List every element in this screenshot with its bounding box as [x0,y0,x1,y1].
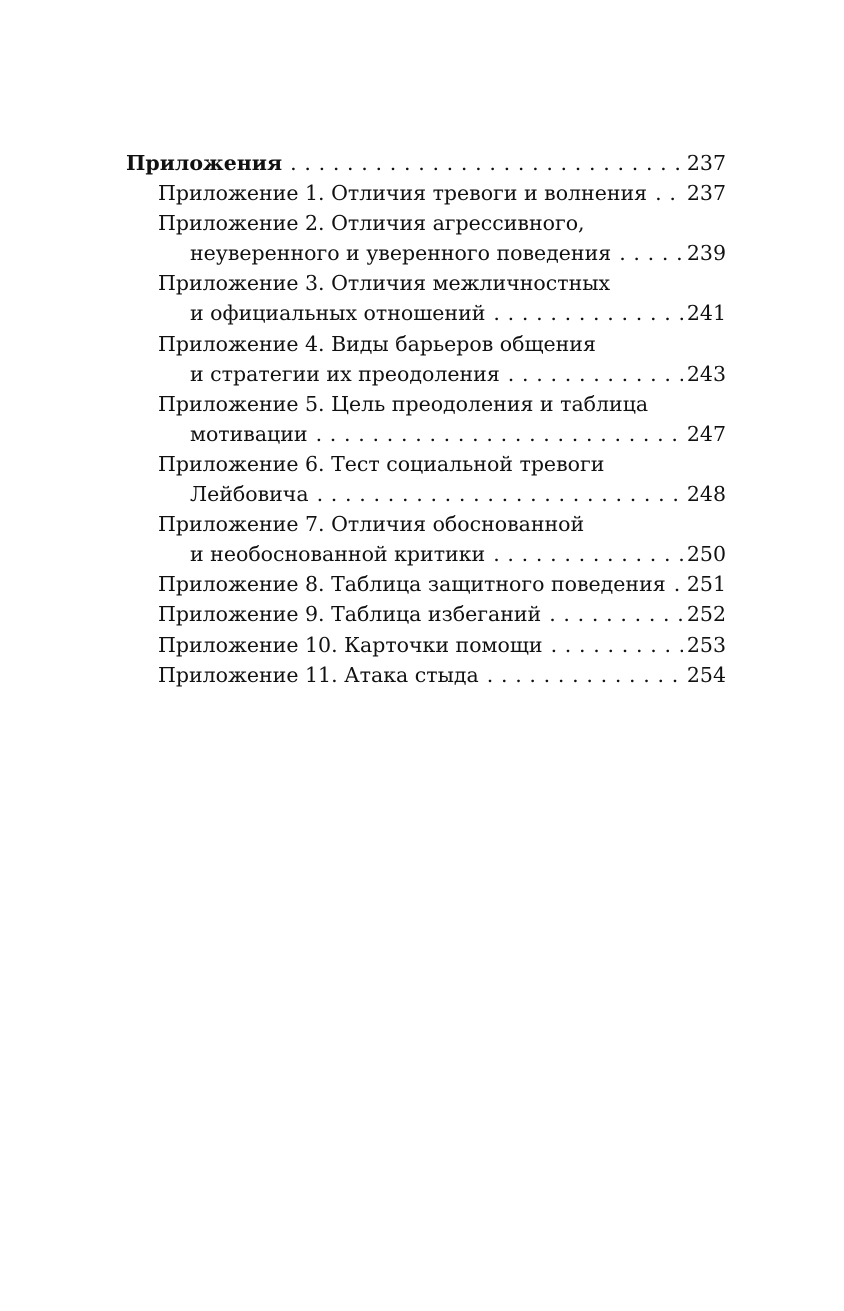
toc-entry [126,268,726,328]
dot-leader [493,298,682,328]
dot-leader [290,148,683,178]
dot-leader [674,569,683,599]
toc-entry [126,449,726,509]
toc-section-title: Приложения [126,151,283,175]
toc-entry-line [126,660,726,690]
toc-page-number: 252 [686,602,726,627]
toc-entry-line [126,298,726,328]
toc-entry-title-continued: и стратегии их преодоления [190,361,500,386]
toc-entry-line [126,599,726,629]
toc-entry-line [126,359,726,389]
toc-entry-title-continued: мотивации [190,421,308,446]
toc-entry-line [126,419,726,449]
toc-entry [126,509,726,569]
toc-entry-line [126,268,726,298]
toc-page-number: 247 [686,421,726,446]
toc-page-number: 241 [686,301,726,326]
toc-entry-line [126,208,726,238]
toc-entry-title: Приложение 8. Таблица защитного поведения [158,572,666,597]
toc-entry-title: Приложение 4. Виды барьеров общения [158,331,596,356]
toc-entry-title: Приложение 1. Отличия тревоги и волнения [158,181,648,206]
dot-leader [551,630,683,660]
toc-section-heading [126,148,726,178]
toc-entry-title-continued: и необоснованной критики [190,542,486,567]
toc-entry-title: Приложение 11. Атака стыда [158,662,479,687]
dot-leader [493,539,683,569]
toc-entry-line [126,569,726,599]
toc-page-number: 243 [686,361,726,386]
toc-page-number: 248 [686,482,726,507]
dot-leader [317,479,683,509]
toc-entry-title-continued: и официальных отношений [190,301,486,326]
toc-entry [126,599,726,629]
toc-page-number: 253 [686,632,726,657]
toc-entry-line [126,509,726,539]
toc-page-number: 237 [686,151,726,175]
toc-entry [126,630,726,660]
toc-entry [126,569,726,599]
toc-entry-title: Приложение 2. Отличия агрессивного, [158,211,585,236]
toc-entry-title: Приложение 6. Тест социальной тревоги [158,451,605,476]
toc-entry [126,208,726,268]
toc-entry-line [126,178,726,208]
toc-entry-title: Приложение 5. Цель преодоления и таблица [158,391,649,416]
toc-page-number: 250 [686,542,726,567]
toc-entry [126,178,726,208]
toc-entry-line [126,630,726,660]
toc-entry-line [126,329,726,359]
toc-entry-title: Приложение 10. Карточки помощи [158,632,543,657]
toc-page-number: 237 [686,181,726,206]
toc-entry [126,660,726,690]
dot-leader [549,599,683,629]
dot-leader [487,660,683,690]
toc-entry [126,329,726,389]
toc-entry-title-continued: неуверенного и уверенного поведения [190,241,612,266]
dot-leader [655,178,683,208]
dot-leader [316,419,683,449]
toc-entry-title: Приложение 7. Отличия обоснованной [158,512,585,537]
toc-page-number: 239 [686,241,726,266]
toc-entry-line [126,389,726,419]
toc-entry-title: Приложение 3. Отличия межличностных [158,271,611,296]
toc-page-number: 251 [686,572,726,597]
toc-entry-line [126,539,726,569]
toc-page-number: 254 [686,662,726,687]
dot-leader [619,238,683,268]
toc-entry [126,389,726,449]
table-of-contents [126,148,726,690]
toc-entry-line [126,238,726,268]
toc-entry-title: Приложение 9. Таблица избеганий [158,602,542,627]
dot-leader [508,359,683,389]
toc-entry-line [126,449,726,479]
toc-entry-title-continued: Лейбовича [190,482,309,507]
toc-entry-line [126,479,726,509]
